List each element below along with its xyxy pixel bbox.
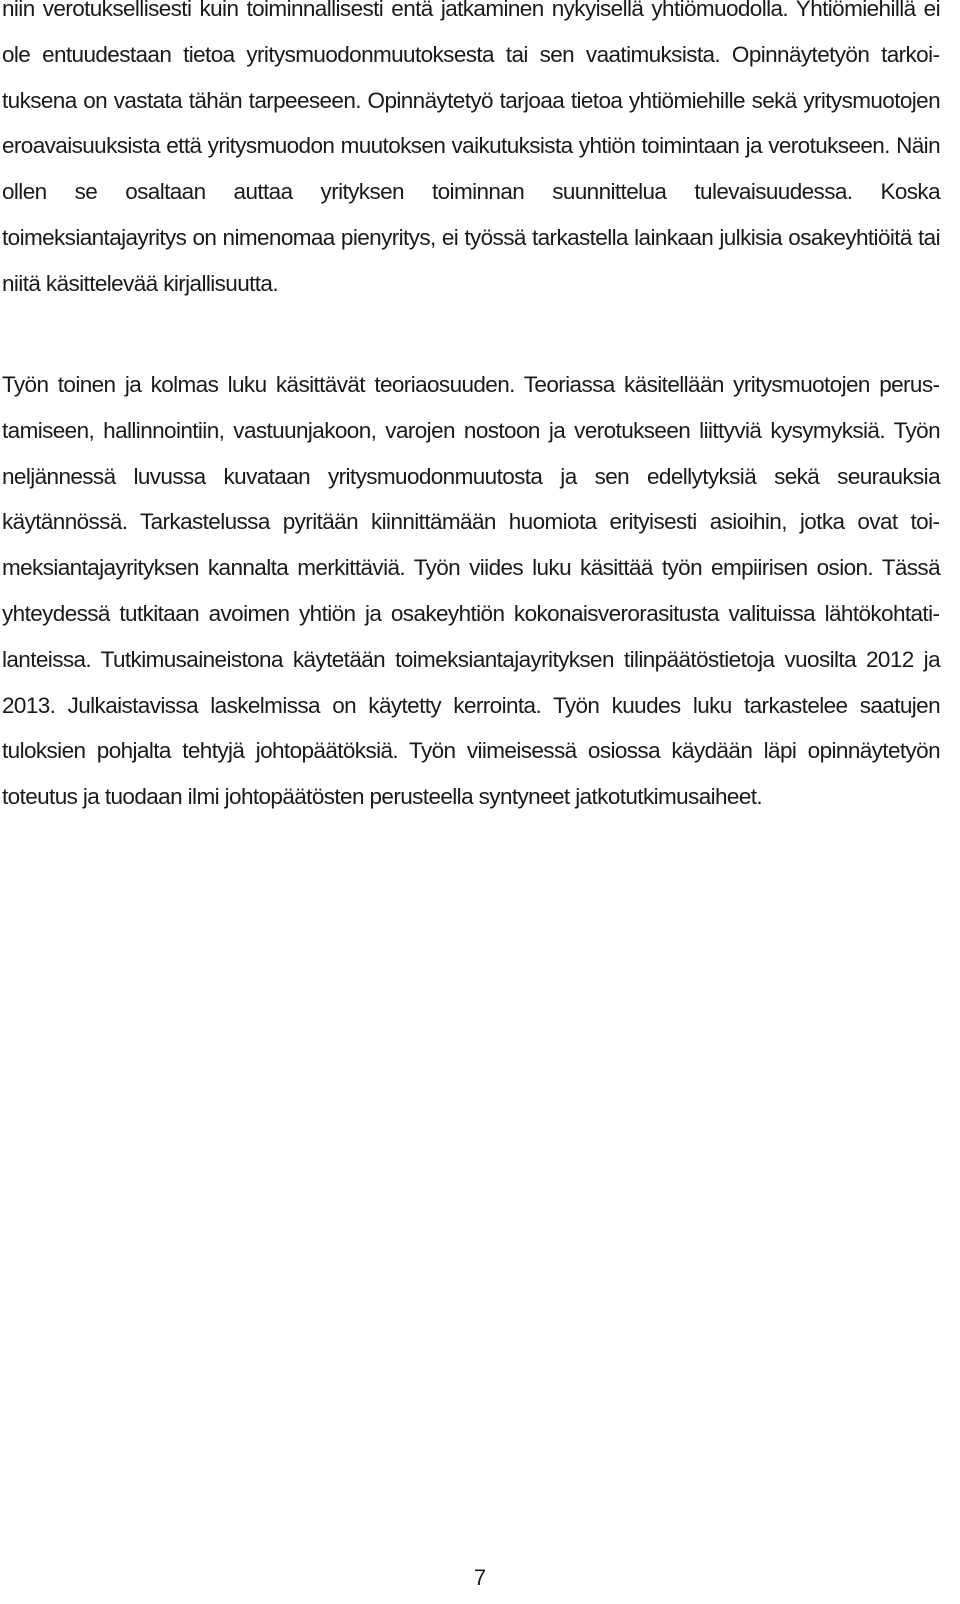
body-paragraph-2: Työn toinen ja kolmas luku käsittävät teoriaosuuden. Teoriassa käsitellään yritysmuotojen perustamiseen, hallinnointiin, vastuunjakoon, varojen nostoon ja verotukseen liittyviä kysymyksiä. Työn neljännessä luvussa kuvataan yritysmuodonmuutosta ja sen edellytyksiä sekä seurauksia käytännössä. Tarkastelussa pyritään kiinnittämään huomiota erityisesti asioihin, jotka ovat toimeksiantajayrityksen kannalta merkittäviä. Työn viides luku käsittää työn empiirisen osion. Tässä yhteydessä tutkitaan avoimen yhtiön ja osakeyhtiön kokonaisverorasitusta valituissa lähtökohtatilanteissa. Tutkimusaineistona käytetään toimeksiantajayrityksen tilinpäätöstietoja vuosilta 2012 ja 2013. Julkaistavissa laskelmissa on käytetty kerrointa. Työn kuudes luku tarkastelee saatujen tuloksien pohjalta tehtyjä johtopäätöksiä. Työn viimeisessä osiossa käydään läpi opinnäytetyön toteutus ja tuodaan ilmi johtopäätösten perusteella syntyneet jatkotutkimusaiheet. <box>2 372 940 810</box>
body-paragraph-1: niin verotuksellisesti kuin toiminnallisesti entä jatkaminen nykyisellä yhtiömuodolla. Yhtiömiehillä ei ole entuudestaan tietoa yritysmuodonmuutoksesta tai sen vaatimuksista. Opinnäytetyön tarkoituksena on vastata tähän tarpeeseen. Opinnäytetyö tarjoaa tietoa yhtiömiehille sekä yritysmuotojen eroavaisuuksista että yritysmuodon muutoksen vaikutuksista yhtiön toimintaan ja verotukseen. Näin ollen se osaltaan auttaa yrityksen toiminnan suunnittelua tulevaisuudessa. Koska toimeksiantajayritys on nimenomaa pienyritys, ei työssä tarkastella lainkaan julkisia osakeyhtiöitä tai niitä käsittelevää kirjallisuutta. <box>2 0 940 296</box>
page-number: 7 <box>473 1565 487 1590</box>
